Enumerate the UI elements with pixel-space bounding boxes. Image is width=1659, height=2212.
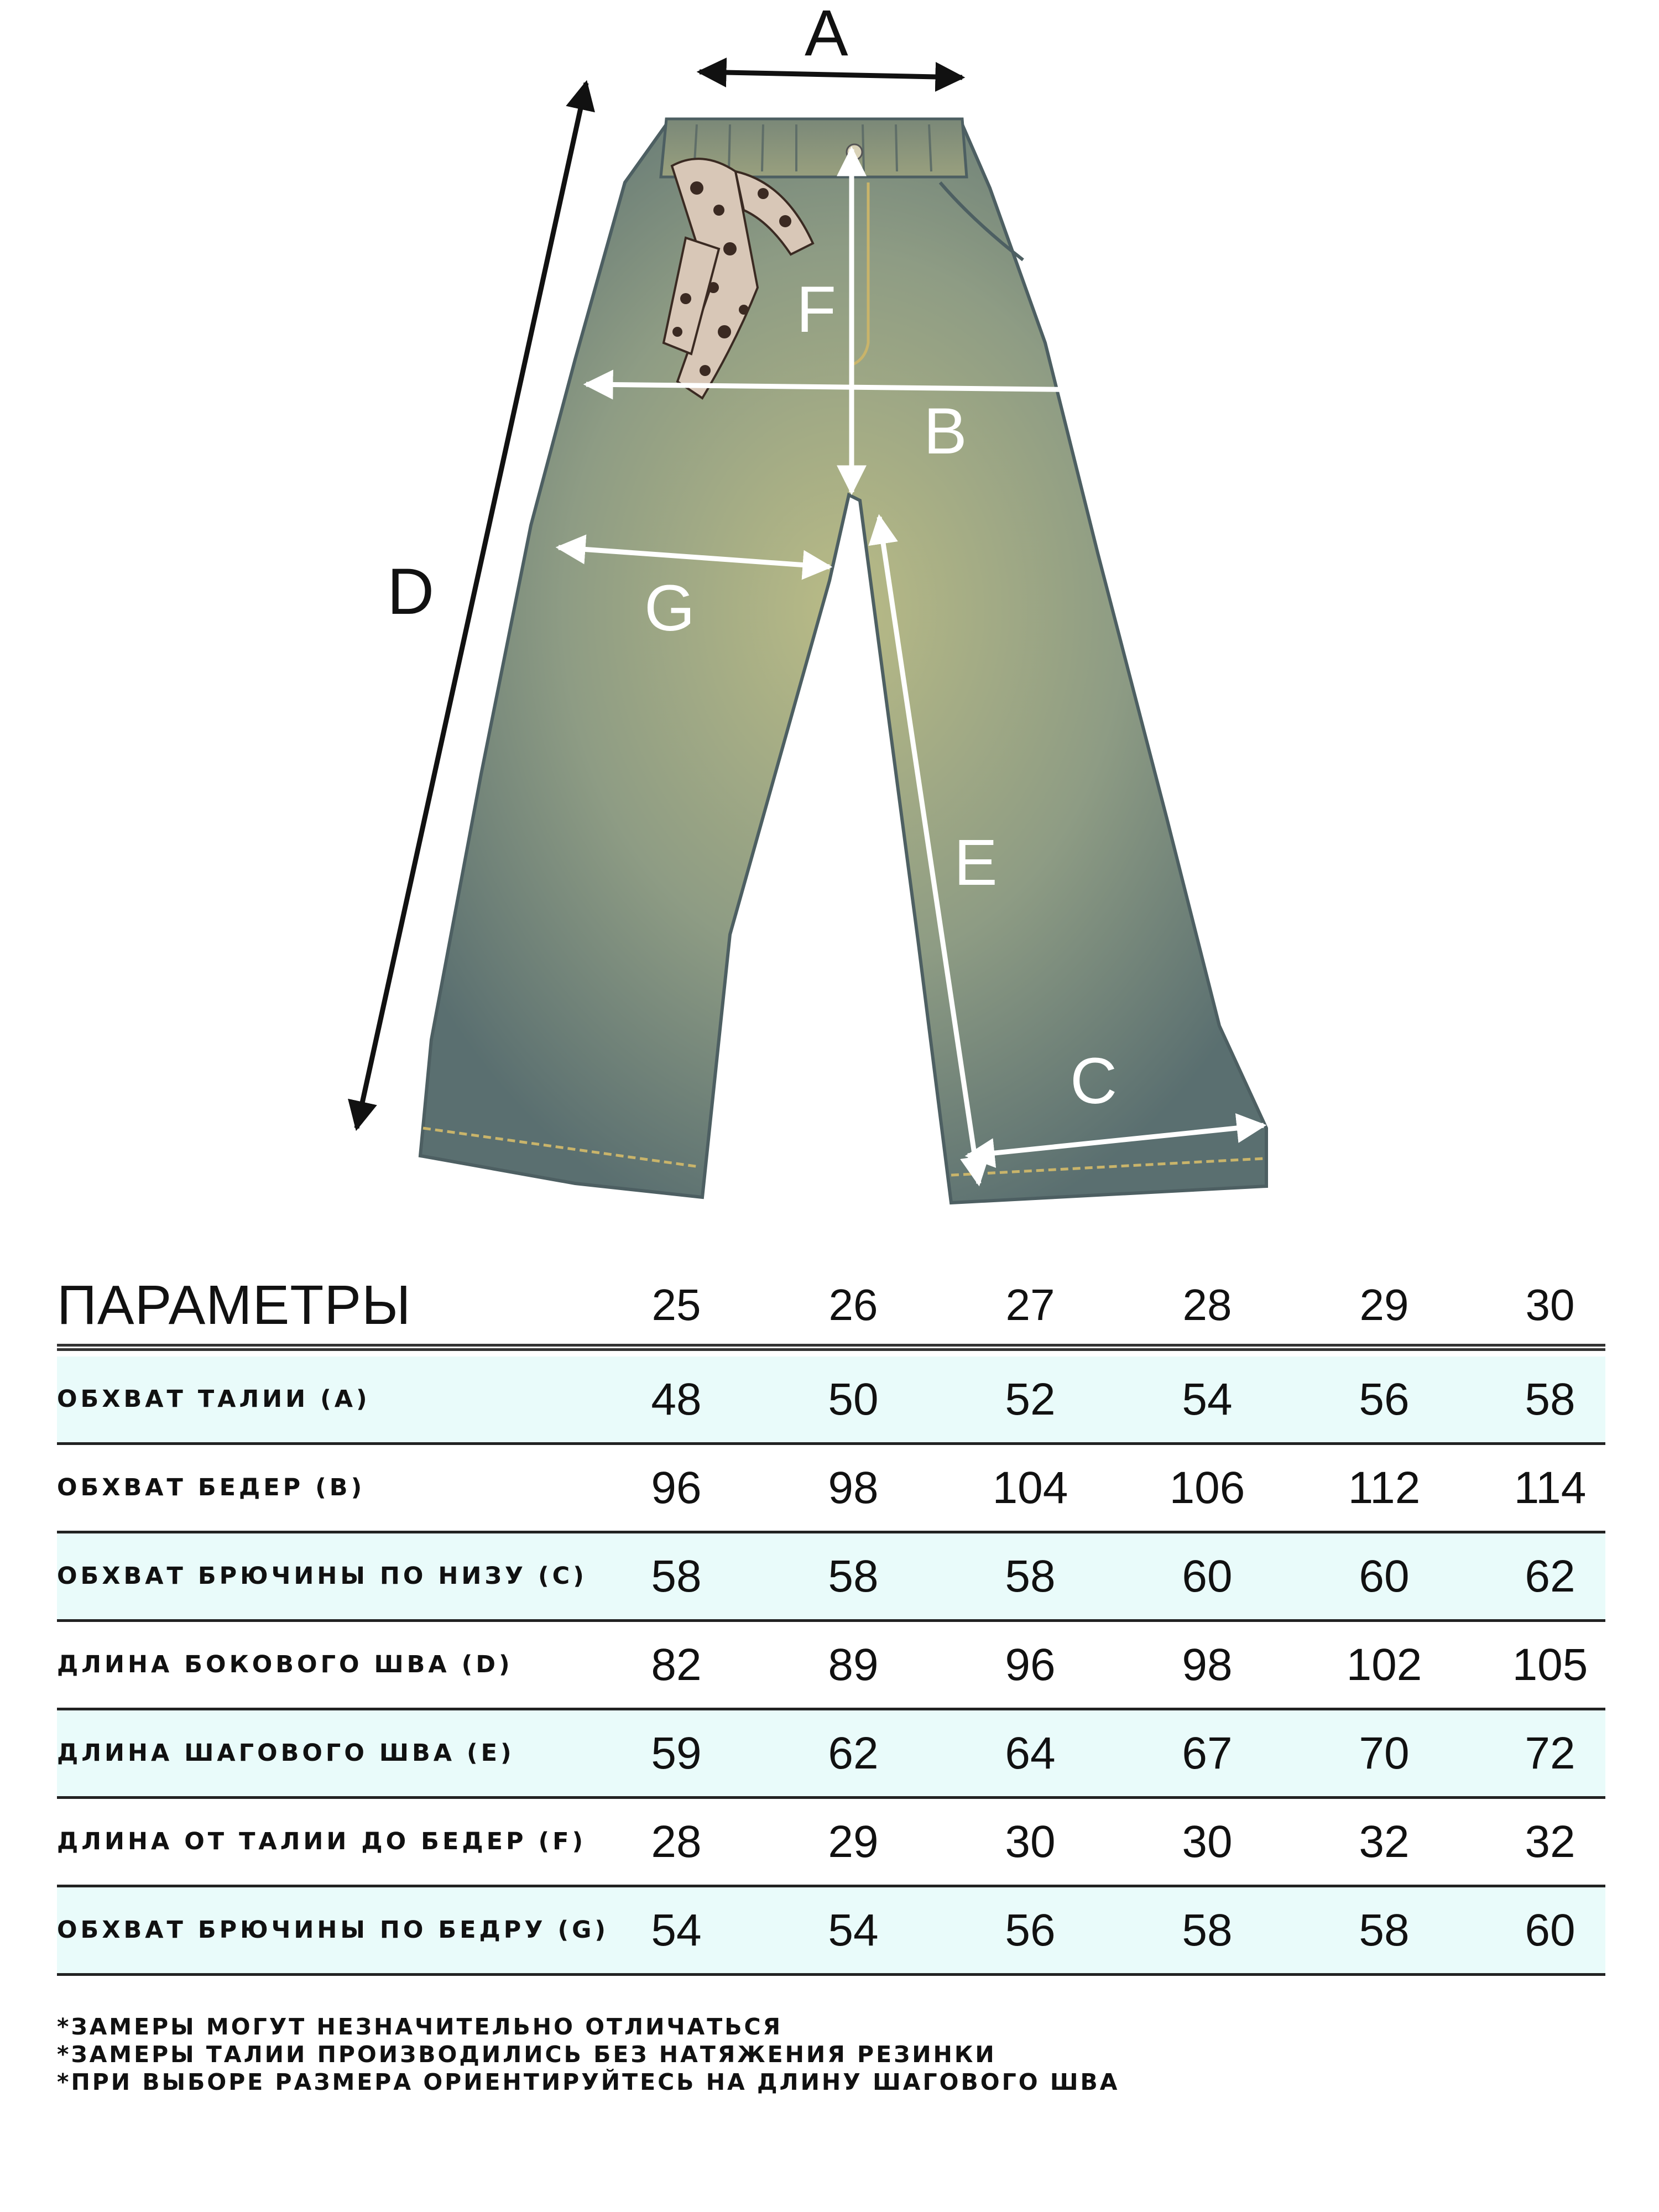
size-header: 30 <box>1525 1280 1575 1329</box>
row-label: ОБХВАТ БЕДЕР (B) <box>57 1474 366 1501</box>
table-cell: 30 <box>1182 1817 1233 1867</box>
measurement-arrow-a <box>700 72 962 77</box>
table-cell: 58 <box>1182 1905 1233 1955</box>
row-label: ОБХВАТ БРЮЧИНЫ ПО НИЗУ (C) <box>57 1562 587 1590</box>
footnote: *ЗАМЕРЫ ТАЛИИ ПРОИЗВОДИЛИСЬ БЕЗ НАТЯЖЕНИЯ РЕЗИНКИ <box>57 2041 997 2068</box>
table-cell: 52 <box>1005 1374 1056 1425</box>
label-g: G <box>644 572 695 645</box>
table-cell: 60 <box>1525 1905 1575 1955</box>
table-cell: 60 <box>1359 1551 1410 1601</box>
table-cell: 96 <box>651 1463 702 1513</box>
table-cell: 30 <box>1005 1817 1056 1867</box>
table-row <box>57 1357 1605 1445</box>
table-cell: 98 <box>1182 1640 1233 1690</box>
row-label: ОБХВАТ ТАЛИИ (A) <box>57 1385 371 1413</box>
table-cell: 60 <box>1182 1551 1233 1601</box>
table-header <box>57 1266 1605 1344</box>
table-cell: 112 <box>1348 1463 1421 1513</box>
table-cell: 56 <box>1359 1374 1410 1425</box>
label-c: C <box>1070 1045 1118 1118</box>
table-row <box>57 1533 1605 1622</box>
table-row <box>57 1622 1605 1710</box>
table-cell: 48 <box>651 1374 702 1425</box>
size-header: 25 <box>651 1280 701 1329</box>
size-header: 26 <box>828 1280 878 1329</box>
table-cell: 104 <box>992 1463 1068 1513</box>
footnote: *ЗАМЕРЫ МОГУТ НЕЗНАЧИТЕЛЬНО ОТЛИЧАТЬСЯ <box>57 2013 783 2040</box>
table-cell: 58 <box>1005 1551 1056 1601</box>
label-a: A <box>805 0 848 70</box>
table-cell: 102 <box>1346 1640 1422 1690</box>
label-f: F <box>796 273 837 346</box>
table-cell: 50 <box>828 1374 879 1425</box>
table-cell: 67 <box>1182 1728 1233 1778</box>
table-cell: 105 <box>1512 1640 1588 1690</box>
table-cell: 72 <box>1525 1728 1575 1778</box>
table-cell: 98 <box>828 1463 879 1513</box>
table-cell: 62 <box>828 1728 879 1778</box>
table-cell: 96 <box>1005 1640 1056 1690</box>
table-cell: 54 <box>828 1905 879 1955</box>
size-header: 28 <box>1182 1280 1232 1329</box>
row-label: ДЛИНА ОТ ТАЛИИ ДО БЕДЕР (F) <box>57 1828 587 1855</box>
footnotes <box>57 2013 1119 2096</box>
row-label: ДЛИНА БОКОВОГО ШВА (D) <box>57 1651 513 1678</box>
table-cell: 70 <box>1359 1728 1410 1778</box>
table-row <box>57 1887 1605 1976</box>
label-d: D <box>387 555 435 628</box>
table-cell: 32 <box>1525 1817 1575 1867</box>
row-label: ОБХВАТ БРЮЧИНЫ ПО БЕДРУ (G) <box>57 1916 609 1944</box>
size-table <box>57 1266 1605 1976</box>
table-cell: 54 <box>651 1905 702 1955</box>
table-cell: 106 <box>1169 1463 1245 1513</box>
table-row <box>57 1710 1605 1799</box>
table-cell: 58 <box>1359 1905 1410 1955</box>
table-cell: 58 <box>651 1551 702 1601</box>
table-cell: 58 <box>1525 1374 1575 1425</box>
table-row <box>57 1799 1605 1887</box>
table-cell: 29 <box>828 1817 879 1867</box>
size-header: 29 <box>1359 1280 1409 1329</box>
table-row <box>57 1445 1605 1533</box>
table-cell: 82 <box>651 1640 702 1690</box>
table-cell: 59 <box>651 1728 702 1778</box>
label-e: E <box>954 826 998 899</box>
row-label: ДЛИНА ШАГОВОГО ШВА (E) <box>57 1739 515 1767</box>
size-header: 27 <box>1005 1280 1055 1329</box>
table-cell: 114 <box>1514 1463 1587 1513</box>
table-title: ПАРАМЕТРЫ <box>57 1274 411 1336</box>
table-cell: 64 <box>1005 1728 1056 1778</box>
table-cell: 28 <box>651 1817 702 1867</box>
table-cell: 54 <box>1182 1374 1233 1425</box>
footnote: *ПРИ ВЫБОРЕ РАЗМЕРА ОРИЕНТИРУЙТЕСЬ НА ДЛИНУ ШАГОВОГО ШВА <box>57 2069 1120 2095</box>
jeans-illustration <box>420 119 1266 1203</box>
header-divider <box>57 1344 1605 1351</box>
table-cell: 32 <box>1359 1817 1410 1867</box>
jeans-body <box>420 124 1266 1203</box>
table-cell: 56 <box>1005 1905 1056 1955</box>
table-cell: 89 <box>828 1640 879 1690</box>
table-cell: 58 <box>828 1551 879 1601</box>
button <box>847 144 862 160</box>
label-b: B <box>924 395 967 468</box>
table-cell: 62 <box>1525 1551 1575 1601</box>
